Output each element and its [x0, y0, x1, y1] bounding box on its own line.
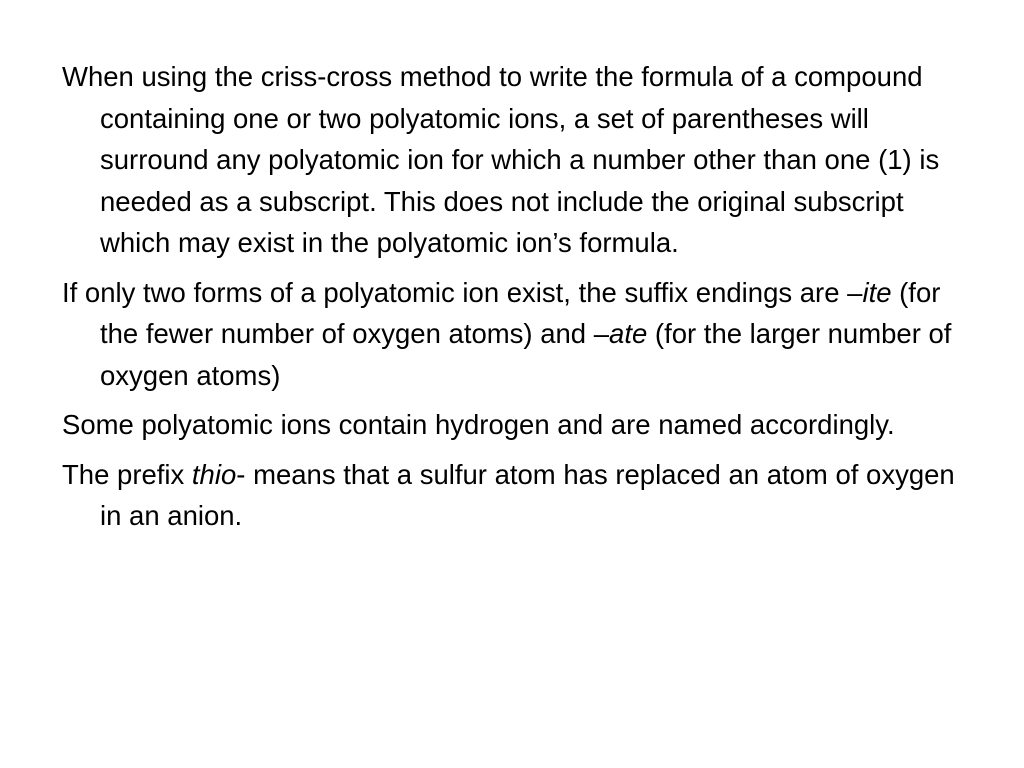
paragraph-suffix-endings — [62, 272, 968, 397]
paragraph-text: Some polyatomic ions contain hydrogen and are named accordingly. — [62, 409, 895, 440]
paragraph-text: (for the larger number of oxygen atoms) — [100, 318, 952, 391]
paragraph-hydrogen — [62, 404, 968, 446]
paragraph-text: (for the fewer number of oxygen atoms) and – — [100, 276, 941, 349]
paragraph-criss-cross — [62, 56, 968, 264]
paragraph-text: When using the criss-cross method to write the formula of a compound containing one or two polyatomic ions, a set of parentheses will surround any polyatomic ion for which a number other than one (1) is needed as a subscript. This does not include the original subscript which may exist in the polyatomic ion’s formula. — [62, 61, 940, 258]
paragraph-text: The prefix — [62, 458, 192, 490]
paragraph-text: If only two forms of a polyatomic ion exist, the suffix endings are – — [62, 276, 863, 308]
paragraph-thio-prefix — [62, 454, 968, 537]
prefix-thio: thio — [191, 458, 237, 490]
paragraph-text: - means that a sulfur atom has replaced an atom of oxygen in an anion. — [100, 458, 955, 531]
suffix-ite: ite — [862, 276, 892, 308]
suffix-ate: ate — [609, 318, 648, 349]
